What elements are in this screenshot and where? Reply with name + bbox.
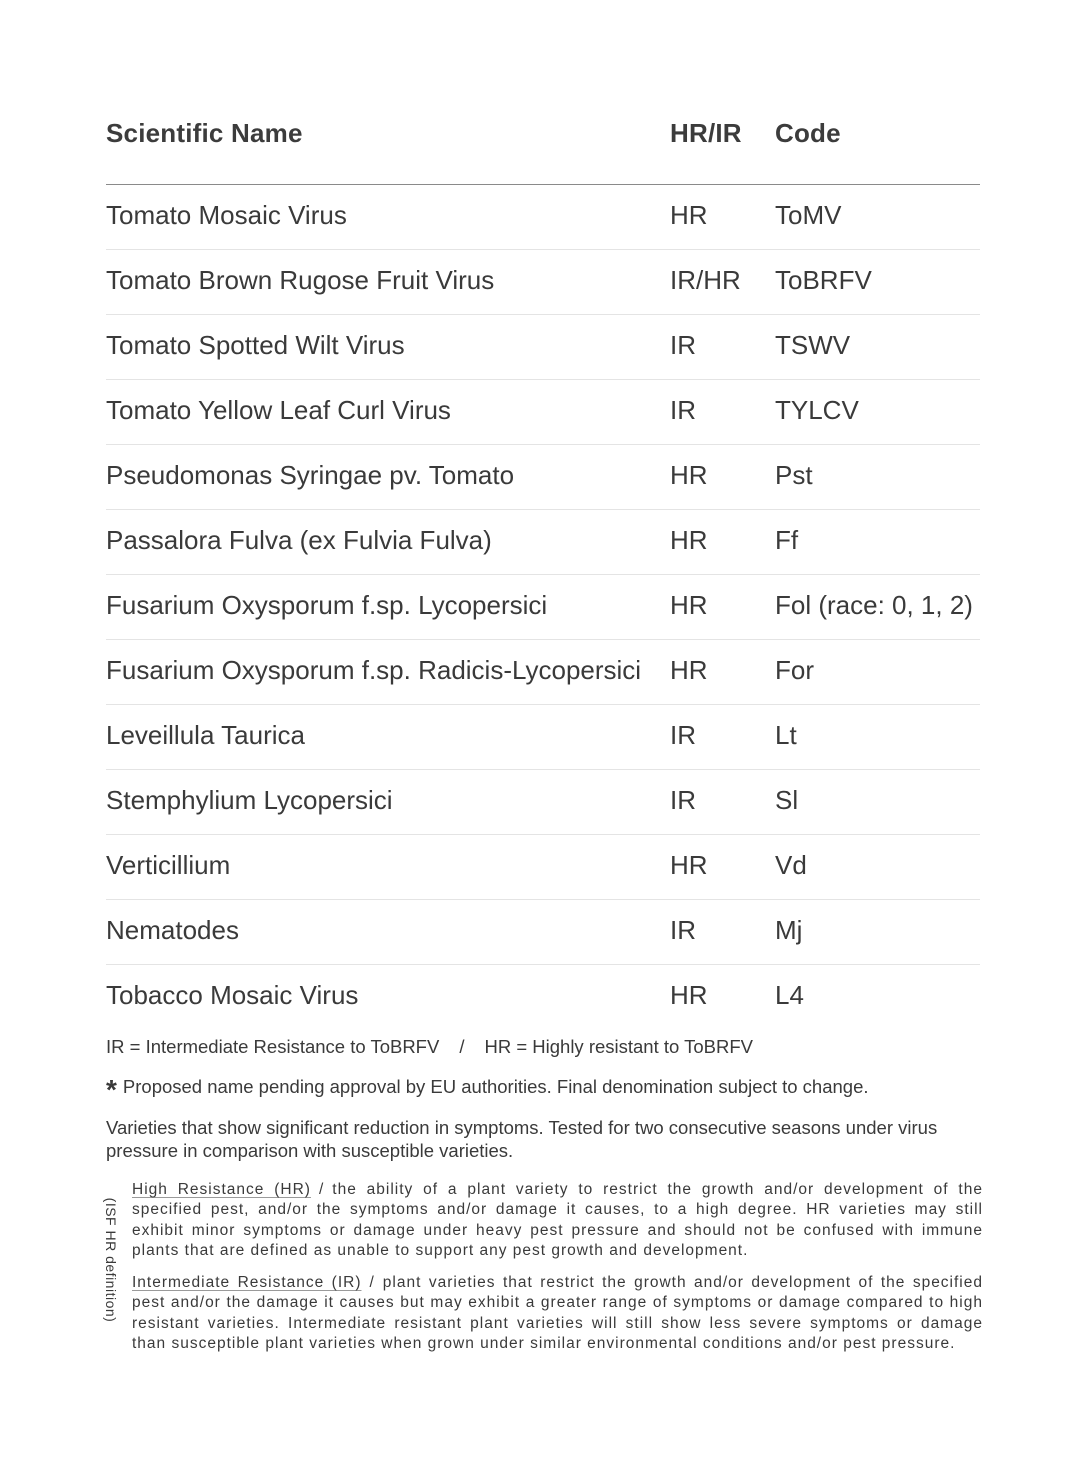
isf-definitions [100, 1180, 984, 1360]
cell-hr-ir: HR [670, 850, 708, 880]
cell-code: ToMV [775, 200, 842, 230]
header-scientific-name: Scientific Name [106, 118, 303, 148]
varieties-note: Varieties that show significant reduction in symptoms. Tested for two consecutive seasons under virus pressure in comparison with susceptible varieties. [106, 1117, 938, 1161]
table-row [106, 315, 980, 380]
cell-hr-ir: HR [670, 200, 708, 230]
table-row [106, 575, 980, 640]
cell-scientific-name: Tomato Spotted Wilt Virus [106, 330, 405, 360]
ir-text: plant varieties that restrict the growth and/or development of the specified pest and/or the damage it causes but may exhibit a greater range of symptoms or damage compared to high resistant varieties. Intermediate resistant plant varieties will still show less severe symptoms or damage than susceptible plant varieties when grown under similar environmental conditions and/or pest pressure. [132, 1274, 983, 1353]
cell-hr-ir: IR/HR [670, 265, 741, 295]
legend-separator: / [459, 1036, 465, 1057]
hr-definition [132, 1180, 983, 1261]
cell-scientific-name: Fusarium Oxysporum f.sp. Lycopersici [106, 590, 548, 620]
cell-scientific-name: Stemphylium Lycopersici [106, 785, 393, 815]
cell-hr-ir: IR [670, 785, 696, 815]
cell-scientific-name: Leveillula Taurica [106, 720, 305, 750]
cell-scientific-name: Nematodes [106, 915, 239, 945]
cell-code: Mj [775, 915, 803, 945]
table-row [106, 770, 980, 835]
cell-hr-ir: HR [670, 980, 708, 1010]
isf-side-label [100, 1180, 122, 1340]
cell-scientific-name: Tobacco Mosaic Virus [106, 980, 359, 1010]
cell-code: Ff [775, 525, 799, 555]
cell-hr-ir: IR [670, 330, 696, 360]
table-row [106, 900, 980, 965]
cell-code: Lt [775, 720, 797, 750]
table-row [106, 445, 980, 510]
cell-code: TYLCV [775, 395, 859, 425]
cell-code: TSWV [775, 330, 851, 360]
isf-side-label-text: (ISF HR definition) [103, 1197, 119, 1323]
hr-slash: / [318, 1181, 325, 1198]
cell-code: ToBRFV [775, 265, 872, 295]
table-header [106, 112, 980, 185]
proposed-name-text: Proposed name pending approval by EU authorities. Final denomination subject to change. [122, 1076, 869, 1097]
cell-code: For [775, 655, 814, 685]
ir-slash: / [369, 1274, 375, 1292]
cell-code: Fol (race: 0, 1, 2) [775, 590, 973, 620]
cell-hr-ir: IR [670, 915, 696, 945]
table-row [106, 965, 980, 1029]
table-body [106, 185, 980, 1029]
cell-hr-ir: HR [670, 590, 708, 620]
cell-scientific-name: Passalora Fulva (ex Fulvia Fulva) [106, 525, 492, 555]
cell-scientific-name: Pseudomonas Syringae pv. Tomato [106, 460, 515, 490]
hr-text: the ability of a plant variety to restrict the growth and/or development of the specified pest, and/or the symptoms and/or damage it causes, to a high degree. HR varieties may still exhibit minor symptoms or damage under heavy pest pressure and should not be confused with immune plants that are defined as unable to support any pest growth and development. [132, 1181, 983, 1259]
cell-scientific-name: Fusarium Oxysporum f.sp. Radicis-Lycopersici [106, 655, 642, 685]
resistance-legend [106, 1036, 753, 1058]
table-row [106, 380, 980, 445]
asterisk-mark: * [106, 1074, 117, 1105]
cell-hr-ir: HR [670, 655, 708, 685]
ir-definition [132, 1273, 983, 1354]
cell-code: L4 [775, 980, 804, 1010]
ir-term: Intermediate Resistance (IR) [132, 1274, 362, 1292]
cell-code: Sl [775, 785, 799, 815]
legend-hr: HR = Highly resistant to ToBRFV [484, 1036, 753, 1057]
isf-definitions-body [132, 1180, 983, 1366]
table-row [106, 705, 980, 770]
table-row [106, 185, 980, 250]
hr-term: High Resistance (HR) [132, 1181, 311, 1198]
table-row [106, 510, 980, 575]
table-row [106, 640, 980, 705]
cell-scientific-name: Tomato Mosaic Virus [106, 200, 347, 230]
cell-code: Pst [775, 460, 813, 490]
cell-scientific-name: Verticillium [106, 850, 231, 880]
header-code: Code [775, 118, 841, 148]
cell-hr-ir: IR [670, 720, 696, 750]
header-hr-ir: HR/IR [670, 118, 742, 148]
table-row [106, 835, 980, 900]
cell-hr-ir: HR [670, 460, 708, 490]
cell-scientific-name: Tomato Brown Rugose Fruit Virus [106, 265, 495, 295]
proposed-name-note [106, 1074, 869, 1106]
cell-hr-ir: HR [670, 525, 708, 555]
table-row [106, 250, 980, 315]
cell-code: Vd [775, 850, 807, 880]
legend-ir: IR = Intermediate Resistance to ToBRFV [106, 1036, 440, 1057]
cell-hr-ir: IR [670, 395, 696, 425]
cell-scientific-name: Tomato Yellow Leaf Curl Virus [106, 395, 451, 425]
